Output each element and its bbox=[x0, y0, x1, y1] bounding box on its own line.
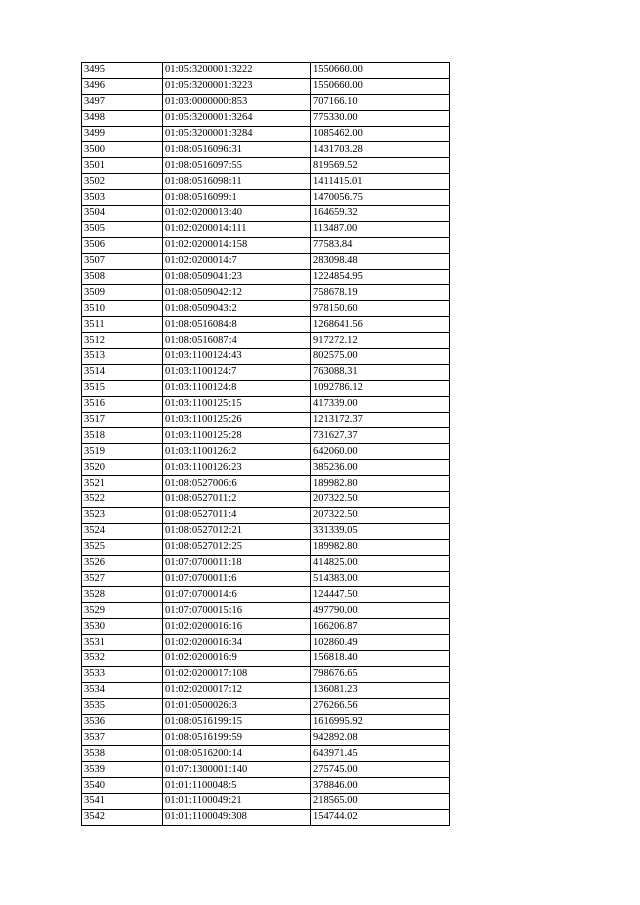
row-number-cell: 3525 bbox=[82, 539, 163, 555]
table-row bbox=[82, 412, 450, 428]
row-number-cell: 3534 bbox=[82, 682, 163, 698]
row-number-cell: 3529 bbox=[82, 603, 163, 619]
cadastral-number-cell: 01:03:1100124:8 bbox=[163, 380, 311, 396]
table-row bbox=[82, 507, 450, 523]
table-row bbox=[82, 778, 450, 794]
value-cell: 378846.00 bbox=[311, 778, 450, 794]
row-number-cell: 3518 bbox=[82, 428, 163, 444]
table-row bbox=[82, 793, 450, 809]
cadastral-number-cell: 01:02:0200017:12 bbox=[163, 682, 311, 698]
cadastral-number-cell: 01:01:1100048:5 bbox=[163, 778, 311, 794]
table-body bbox=[82, 63, 450, 826]
table-row bbox=[82, 603, 450, 619]
cadastral-number-cell: 01:08:0516200:14 bbox=[163, 746, 311, 762]
cadastral-number-cell: 01:08:0527012:21 bbox=[163, 523, 311, 539]
cadastral-number-cell: 01:08:0527011:4 bbox=[163, 507, 311, 523]
value-cell: 154744.02 bbox=[311, 809, 450, 825]
table-row bbox=[82, 730, 450, 746]
cadastral-number-cell: 01:07:0700011:18 bbox=[163, 555, 311, 571]
table-row bbox=[82, 746, 450, 762]
row-number-cell: 3540 bbox=[82, 778, 163, 794]
table-row bbox=[82, 253, 450, 269]
row-number-cell: 3519 bbox=[82, 444, 163, 460]
row-number-cell: 3514 bbox=[82, 364, 163, 380]
row-number-cell: 3506 bbox=[82, 237, 163, 253]
table-row bbox=[82, 78, 450, 94]
table-row bbox=[82, 285, 450, 301]
value-cell: 1550660.00 bbox=[311, 78, 450, 94]
cadastral-number-cell: 01:05:3200001:3284 bbox=[163, 126, 311, 142]
cadastral-number-cell: 01:08:0527006:6 bbox=[163, 476, 311, 492]
table-row bbox=[82, 428, 450, 444]
row-number-cell: 3541 bbox=[82, 793, 163, 809]
cadastral-number-cell: 01:03:1100126:23 bbox=[163, 460, 311, 476]
table-row bbox=[82, 444, 450, 460]
row-number-cell: 3520 bbox=[82, 460, 163, 476]
cadastral-number-cell: 01:01:1100049:21 bbox=[163, 793, 311, 809]
row-number-cell: 3531 bbox=[82, 635, 163, 651]
value-cell: 1411415.01 bbox=[311, 174, 450, 190]
value-cell: 1616995.92 bbox=[311, 714, 450, 730]
row-number-cell: 3537 bbox=[82, 730, 163, 746]
row-number-cell: 3513 bbox=[82, 349, 163, 365]
cadastral-number-cell: 01:05:3200001:3264 bbox=[163, 110, 311, 126]
row-number-cell: 3505 bbox=[82, 221, 163, 237]
value-cell: 207322.50 bbox=[311, 492, 450, 508]
value-cell: 643971.45 bbox=[311, 746, 450, 762]
cadastral-number-cell: 01:08:0516098:11 bbox=[163, 174, 311, 190]
table-row bbox=[82, 158, 450, 174]
row-number-cell: 3542 bbox=[82, 809, 163, 825]
cadastral-number-cell: 01:08:0509043:2 bbox=[163, 301, 311, 317]
table-row bbox=[82, 698, 450, 714]
table-row bbox=[82, 126, 450, 142]
row-number-cell: 3517 bbox=[82, 412, 163, 428]
row-number-cell: 3539 bbox=[82, 762, 163, 778]
cadastral-number-cell: 01:08:0509041:23 bbox=[163, 269, 311, 285]
table-row bbox=[82, 587, 450, 603]
data-table bbox=[81, 62, 450, 826]
row-number-cell: 3523 bbox=[82, 507, 163, 523]
value-cell: 1431703.28 bbox=[311, 142, 450, 158]
cadastral-number-cell: 01:08:0516084:8 bbox=[163, 317, 311, 333]
value-cell: 113487.00 bbox=[311, 221, 450, 237]
cadastral-number-cell: 01:03:1100124:7 bbox=[163, 364, 311, 380]
cadastral-number-cell: 01:07:0700015:16 bbox=[163, 603, 311, 619]
value-cell: 942892.08 bbox=[311, 730, 450, 746]
value-cell: 189982.80 bbox=[311, 476, 450, 492]
table-row bbox=[82, 63, 450, 79]
value-cell: 102860.49 bbox=[311, 635, 450, 651]
value-cell: 189982.80 bbox=[311, 539, 450, 555]
value-cell: 1550660.00 bbox=[311, 63, 450, 79]
value-cell: 642060.00 bbox=[311, 444, 450, 460]
table-row bbox=[82, 396, 450, 412]
row-number-cell: 3507 bbox=[82, 253, 163, 269]
row-number-cell: 3521 bbox=[82, 476, 163, 492]
cadastral-number-cell: 01:02:0200014:158 bbox=[163, 237, 311, 253]
value-cell: 758678.19 bbox=[311, 285, 450, 301]
value-cell: 276266.56 bbox=[311, 698, 450, 714]
cadastral-number-cell: 01:08:0516099:1 bbox=[163, 190, 311, 206]
value-cell: 164659.32 bbox=[311, 206, 450, 222]
value-cell: 978150.60 bbox=[311, 301, 450, 317]
cadastral-number-cell: 01:02:0200016:16 bbox=[163, 619, 311, 635]
table-row bbox=[82, 364, 450, 380]
value-cell: 917272.12 bbox=[311, 333, 450, 349]
cadastral-number-cell: 01:02:0200014:111 bbox=[163, 221, 311, 237]
value-cell: 414825.00 bbox=[311, 555, 450, 571]
table-row bbox=[82, 206, 450, 222]
cadastral-number-cell: 01:02:0200014:7 bbox=[163, 253, 311, 269]
cadastral-number-cell: 01:02:0200016:34 bbox=[163, 635, 311, 651]
row-number-cell: 3515 bbox=[82, 380, 163, 396]
cadastral-number-cell: 01:03:1100125:15 bbox=[163, 396, 311, 412]
value-cell: 1224854.95 bbox=[311, 269, 450, 285]
row-number-cell: 3497 bbox=[82, 94, 163, 110]
row-number-cell: 3533 bbox=[82, 666, 163, 682]
value-cell: 497790.00 bbox=[311, 603, 450, 619]
value-cell: 166206.87 bbox=[311, 619, 450, 635]
table-row bbox=[82, 269, 450, 285]
value-cell: 731627.37 bbox=[311, 428, 450, 444]
table-row bbox=[82, 539, 450, 555]
cadastral-number-cell: 01:02:0200017:108 bbox=[163, 666, 311, 682]
table-row bbox=[82, 317, 450, 333]
table-row bbox=[82, 174, 450, 190]
row-number-cell: 3500 bbox=[82, 142, 163, 158]
row-number-cell: 3512 bbox=[82, 333, 163, 349]
value-cell: 136081.23 bbox=[311, 682, 450, 698]
table-row bbox=[82, 714, 450, 730]
row-number-cell: 3509 bbox=[82, 285, 163, 301]
row-number-cell: 3496 bbox=[82, 78, 163, 94]
row-number-cell: 3535 bbox=[82, 698, 163, 714]
table-row bbox=[82, 142, 450, 158]
value-cell: 124447.50 bbox=[311, 587, 450, 603]
table-row bbox=[82, 349, 450, 365]
value-cell: 275745.00 bbox=[311, 762, 450, 778]
cadastral-number-cell: 01:07:0700014:6 bbox=[163, 587, 311, 603]
row-number-cell: 3498 bbox=[82, 110, 163, 126]
table-row bbox=[82, 682, 450, 698]
cadastral-number-cell: 01:08:0509042:12 bbox=[163, 285, 311, 301]
cadastral-number-cell: 01:03:1100126:2 bbox=[163, 444, 311, 460]
row-number-cell: 3530 bbox=[82, 619, 163, 635]
row-number-cell: 3508 bbox=[82, 269, 163, 285]
cadastral-number-cell: 01:08:0516097:55 bbox=[163, 158, 311, 174]
row-number-cell: 3511 bbox=[82, 317, 163, 333]
row-number-cell: 3532 bbox=[82, 650, 163, 666]
table-row bbox=[82, 555, 450, 571]
table-row bbox=[82, 333, 450, 349]
value-cell: 207322.50 bbox=[311, 507, 450, 523]
table-row bbox=[82, 523, 450, 539]
table-row bbox=[82, 221, 450, 237]
value-cell: 283098.48 bbox=[311, 253, 450, 269]
row-number-cell: 3516 bbox=[82, 396, 163, 412]
cadastral-number-cell: 01:02:0200013:40 bbox=[163, 206, 311, 222]
row-number-cell: 3527 bbox=[82, 571, 163, 587]
row-number-cell: 3503 bbox=[82, 190, 163, 206]
row-number-cell: 3536 bbox=[82, 714, 163, 730]
cadastral-number-cell: 01:03:1100125:28 bbox=[163, 428, 311, 444]
value-cell: 1092786.12 bbox=[311, 380, 450, 396]
row-number-cell: 3504 bbox=[82, 206, 163, 222]
table-row bbox=[82, 460, 450, 476]
cadastral-number-cell: 01:05:3200001:3222 bbox=[163, 63, 311, 79]
table-row bbox=[82, 635, 450, 651]
cadastral-number-cell: 01:03:1100124:43 bbox=[163, 349, 311, 365]
row-number-cell: 3501 bbox=[82, 158, 163, 174]
value-cell: 707166.10 bbox=[311, 94, 450, 110]
row-number-cell: 3522 bbox=[82, 492, 163, 508]
cadastral-number-cell: 01:08:0516096:31 bbox=[163, 142, 311, 158]
cadastral-number-cell: 01:08:0527011:2 bbox=[163, 492, 311, 508]
cadastral-number-cell: 01:08:0516087:4 bbox=[163, 333, 311, 349]
table-row bbox=[82, 94, 450, 110]
value-cell: 819569.52 bbox=[311, 158, 450, 174]
row-number-cell: 3499 bbox=[82, 126, 163, 142]
table-row bbox=[82, 650, 450, 666]
value-cell: 1213172.37 bbox=[311, 412, 450, 428]
table-row bbox=[82, 380, 450, 396]
table-row bbox=[82, 110, 450, 126]
row-number-cell: 3526 bbox=[82, 555, 163, 571]
value-cell: 1268641.56 bbox=[311, 317, 450, 333]
value-cell: 763088.31 bbox=[311, 364, 450, 380]
value-cell: 802575.00 bbox=[311, 349, 450, 365]
value-cell: 218565.00 bbox=[311, 793, 450, 809]
cadastral-number-cell: 01:08:0516199:59 bbox=[163, 730, 311, 746]
value-cell: 385236.00 bbox=[311, 460, 450, 476]
value-cell: 1085462.00 bbox=[311, 126, 450, 142]
row-number-cell: 3524 bbox=[82, 523, 163, 539]
table-row bbox=[82, 762, 450, 778]
value-cell: 331339.05 bbox=[311, 523, 450, 539]
table-row bbox=[82, 619, 450, 635]
table-row bbox=[82, 809, 450, 825]
row-number-cell: 3510 bbox=[82, 301, 163, 317]
row-number-cell: 3495 bbox=[82, 63, 163, 79]
table-row bbox=[82, 237, 450, 253]
value-cell: 798676.65 bbox=[311, 666, 450, 682]
value-cell: 77583.84 bbox=[311, 237, 450, 253]
cadastral-number-cell: 01:07:1300001:140 bbox=[163, 762, 311, 778]
cadastral-number-cell: 01:03:1100125:26 bbox=[163, 412, 311, 428]
cadastral-number-cell: 01:02:0200016:9 bbox=[163, 650, 311, 666]
value-cell: 775330.00 bbox=[311, 110, 450, 126]
table-row bbox=[82, 571, 450, 587]
table-row bbox=[82, 492, 450, 508]
value-cell: 156818.40 bbox=[311, 650, 450, 666]
cadastral-number-cell: 01:01:1100049:308 bbox=[163, 809, 311, 825]
table-row bbox=[82, 190, 450, 206]
row-number-cell: 3502 bbox=[82, 174, 163, 190]
cadastral-number-cell: 01:03:0000000:853 bbox=[163, 94, 311, 110]
cadastral-number-cell: 01:08:0516199:15 bbox=[163, 714, 311, 730]
value-cell: 417339.00 bbox=[311, 396, 450, 412]
cadastral-number-cell: 01:08:0527012:25 bbox=[163, 539, 311, 555]
cadastral-number-cell: 01:01:0500026:3 bbox=[163, 698, 311, 714]
table-row bbox=[82, 666, 450, 682]
cadastral-number-cell: 01:07:0700011:6 bbox=[163, 571, 311, 587]
value-cell: 514383.00 bbox=[311, 571, 450, 587]
table-row bbox=[82, 476, 450, 492]
cadastral-number-cell: 01:05:3200001:3223 bbox=[163, 78, 311, 94]
row-number-cell: 3528 bbox=[82, 587, 163, 603]
row-number-cell: 3538 bbox=[82, 746, 163, 762]
table-row bbox=[82, 301, 450, 317]
value-cell: 1470056.75 bbox=[311, 190, 450, 206]
